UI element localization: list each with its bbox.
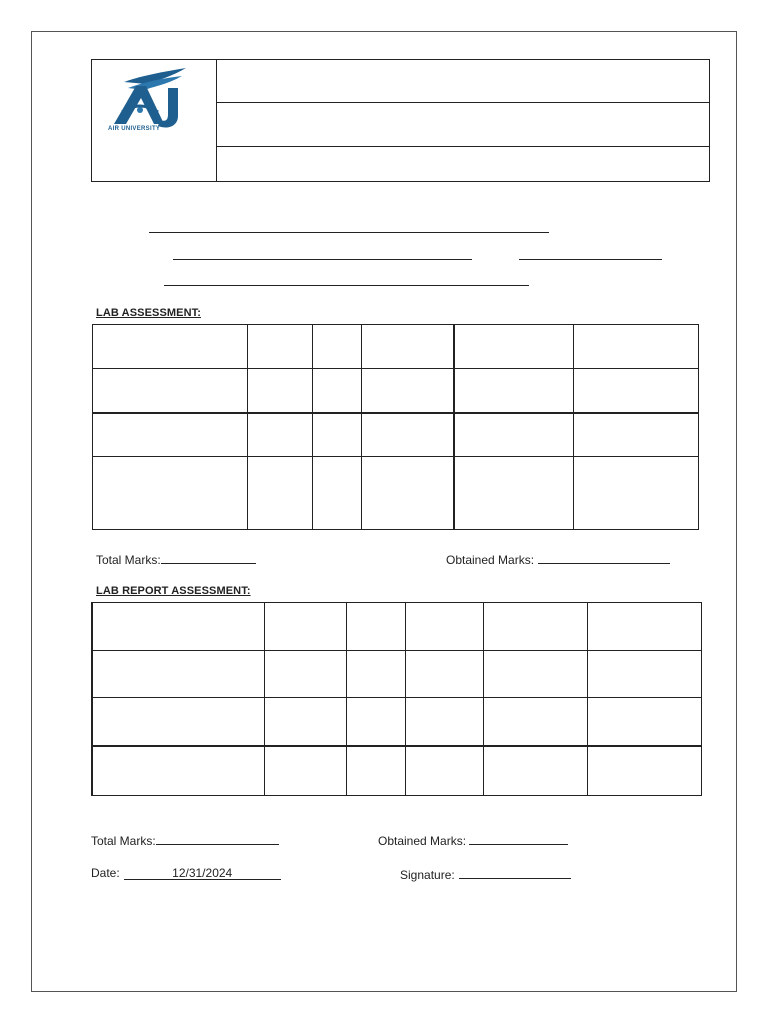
table-cell — [264, 603, 346, 651]
table-cell — [362, 457, 454, 530]
table-cell — [454, 457, 574, 530]
table-row — [93, 325, 699, 369]
logo-cell — [92, 60, 217, 181]
table-cell — [574, 369, 699, 413]
lab-total-marks-input[interactable] — [161, 551, 256, 564]
table-cell — [574, 325, 699, 369]
header-row-2 — [217, 103, 709, 147]
table-cell — [454, 325, 574, 369]
signature-label: Signature: — [400, 868, 455, 882]
lab-report-assessment-table — [91, 602, 702, 796]
table-cell — [93, 413, 248, 457]
table-row — [92, 651, 701, 698]
blank-line-4 — [164, 285, 529, 286]
lab-report-assessment-title: LAB REPORT ASSESSMENT: — [96, 585, 251, 597]
table-row — [93, 369, 699, 413]
table-cell — [93, 369, 248, 413]
table-cell — [483, 603, 587, 651]
table-cell — [346, 746, 405, 796]
table-cell — [483, 698, 587, 746]
signature-field — [400, 866, 571, 882]
lab-obtained-marks-field — [446, 551, 670, 567]
report-obtained-marks-field — [378, 832, 568, 848]
table-cell — [454, 369, 574, 413]
table-cell — [248, 369, 313, 413]
table-cell — [248, 413, 313, 457]
table-cell — [92, 603, 264, 651]
table-cell — [587, 746, 701, 796]
lab-obtained-marks-input[interactable] — [538, 551, 670, 564]
header-row-1 — [217, 60, 709, 103]
table-cell — [248, 325, 313, 369]
header-block — [91, 59, 710, 182]
table-row — [93, 413, 699, 457]
table-cell — [264, 746, 346, 796]
lab-total-marks-field — [96, 551, 256, 567]
table-cell — [264, 651, 346, 698]
table-cell — [362, 325, 454, 369]
table-cell — [313, 413, 362, 457]
table-cell — [93, 325, 248, 369]
table-cell — [264, 698, 346, 746]
blank-line-3 — [519, 259, 662, 260]
blank-line-2 — [173, 259, 472, 260]
table-cell — [92, 651, 264, 698]
table-cell — [93, 457, 248, 530]
blank-line-1 — [149, 232, 549, 233]
lab-obtained-marks-label: Obtained Marks: — [446, 553, 535, 567]
date-field — [91, 866, 281, 880]
table-cell — [313, 369, 362, 413]
report-total-marks-field — [91, 832, 279, 848]
table-cell — [483, 651, 587, 698]
table-cell — [313, 457, 362, 530]
table-cell — [405, 698, 483, 746]
table-cell — [362, 413, 454, 457]
table-cell — [248, 457, 313, 530]
table-cell — [587, 698, 701, 746]
date-label: Date: — [91, 866, 120, 880]
signature-input[interactable] — [459, 866, 571, 879]
table-cell — [574, 413, 699, 457]
report-obtained-marks-input[interactable] — [469, 832, 568, 845]
table-cell — [587, 603, 701, 651]
lab-assessment-title: LAB ASSESSMENT: — [96, 307, 201, 319]
table-cell — [405, 603, 483, 651]
table-row — [92, 746, 701, 796]
table-cell — [346, 698, 405, 746]
table-row — [92, 698, 701, 746]
table-cell — [574, 457, 699, 530]
table-cell — [405, 746, 483, 796]
table-cell — [483, 746, 587, 796]
table-cell — [587, 651, 701, 698]
report-total-marks-label: Total Marks: — [91, 834, 156, 848]
document-page — [31, 31, 737, 992]
date-input[interactable]: 12/31/2024 — [124, 867, 281, 880]
table-cell — [346, 651, 405, 698]
lab-total-marks-label: Total Marks: — [96, 553, 161, 567]
table-cell — [313, 325, 362, 369]
table-row — [92, 603, 701, 651]
logo-wordmark: AIR UNIVERSITY — [108, 126, 161, 132]
report-total-marks-input[interactable] — [156, 832, 279, 845]
table-row — [93, 457, 699, 530]
table-cell — [454, 413, 574, 457]
report-obtained-marks-label: Obtained Marks: — [378, 834, 467, 848]
table-cell — [362, 369, 454, 413]
header-row-3 — [217, 147, 709, 181]
table-cell — [92, 746, 264, 796]
table-cell — [346, 603, 405, 651]
table-cell — [405, 651, 483, 698]
air-university-logo-icon — [106, 66, 202, 144]
lab-assessment-table — [92, 324, 699, 530]
table-cell — [92, 698, 264, 746]
